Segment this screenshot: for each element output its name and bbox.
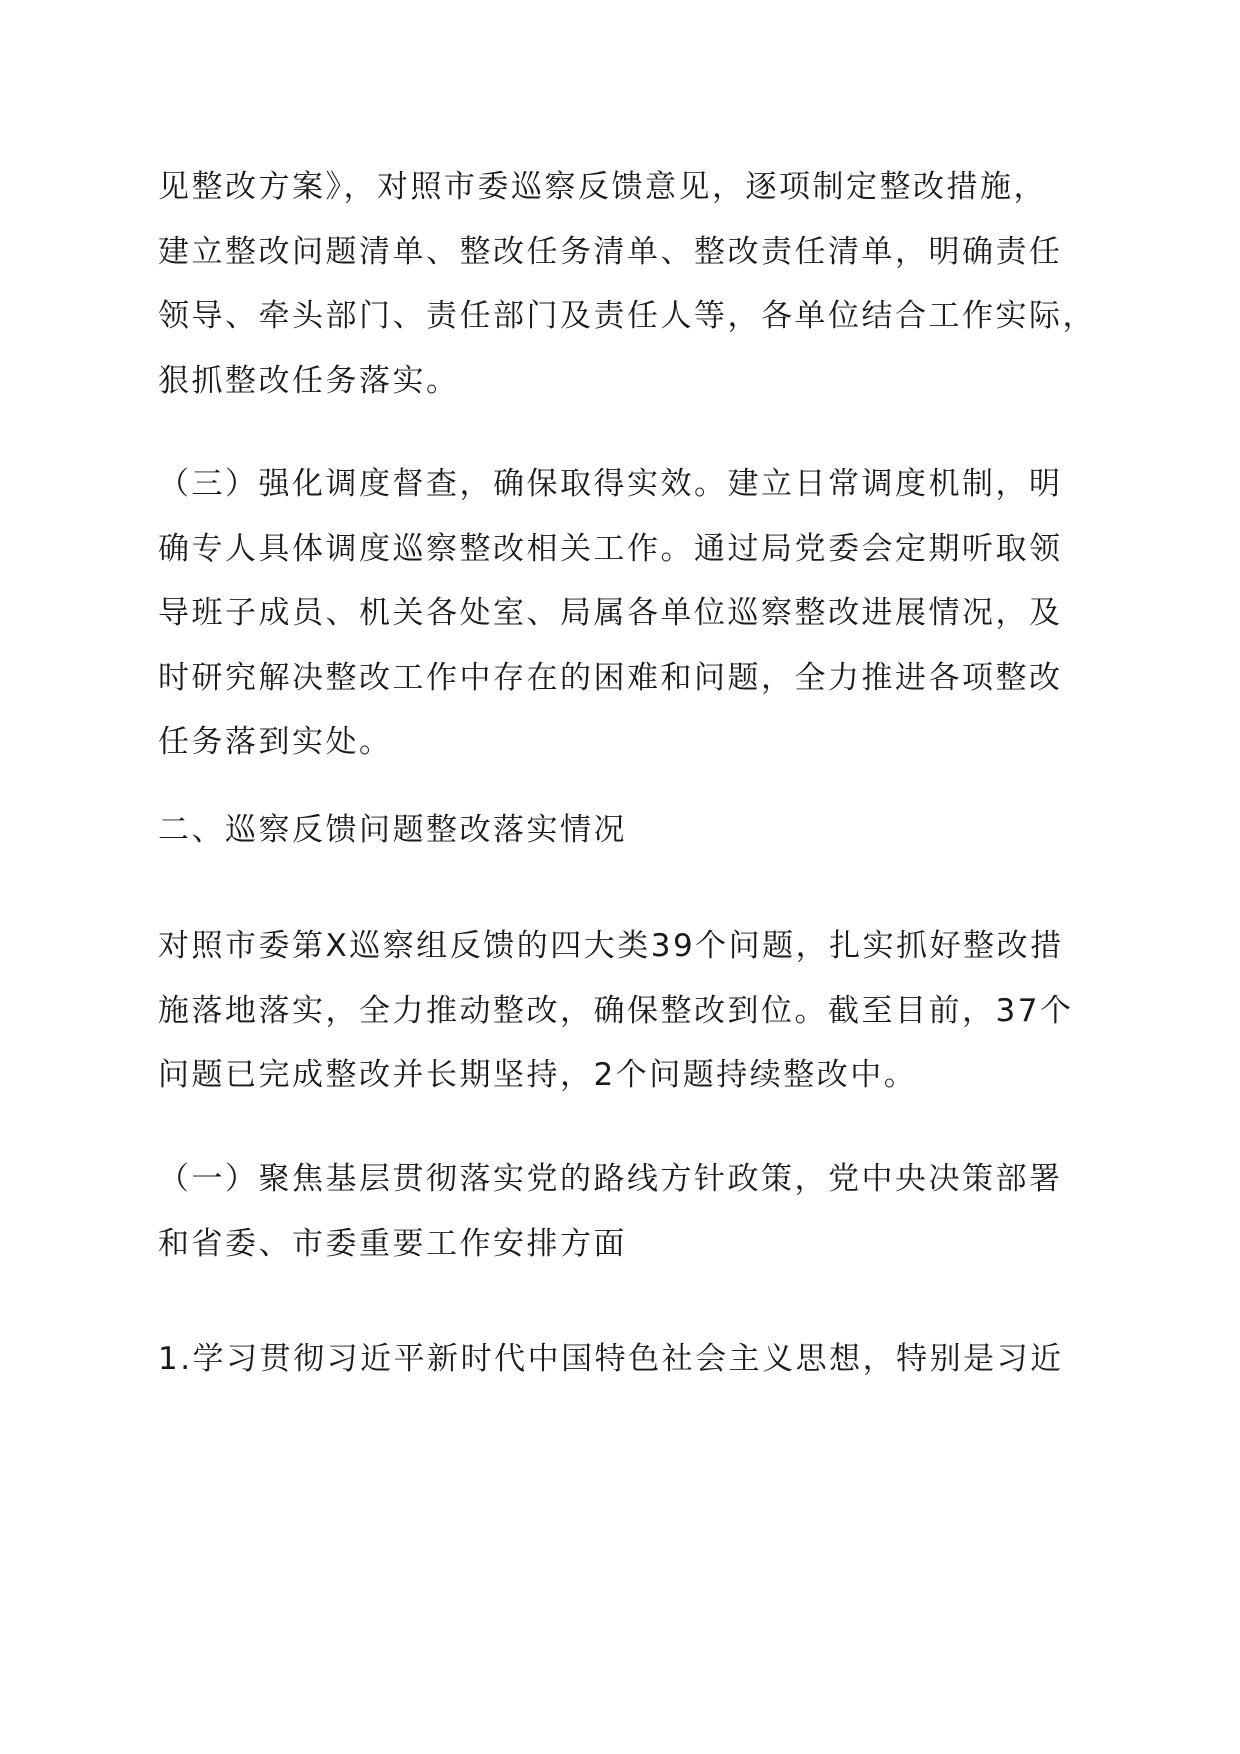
text-line: 1.学习贯彻习近平新时代中国特色社会主义思想，特别是习近	[158, 1341, 1064, 1377]
text-line: （一）聚焦基层贯彻落实党的路线方针政策，党中央决策部署	[158, 1161, 1063, 1197]
text-line: 施落地落实，全力推动整改，确保整改到位。截至目前，37个	[158, 992, 1074, 1029]
paragraph-feedback-summary	[158, 914, 1088, 1108]
text-line: 领导、牵头部门、责任部门及责任人等，各单位结合工作实际，	[158, 298, 1096, 334]
heading-text: 二、巡察反馈问题整改落实情况	[158, 812, 627, 848]
list-item	[158, 1327, 1088, 1392]
text-line: 时研究解决整改工作中存在的困难和问题，全力推进各项整改	[158, 659, 1063, 696]
text-line: 建立整改问题清单、整改任务清单、整改责任清单，明确责任	[158, 233, 1063, 270]
text-line: 确专人具体调度巡察整改相关工作。通过局党委会定期听取领	[158, 530, 1063, 567]
subsection-heading	[158, 1147, 1088, 1276]
text-line: 狠抓整改任务落实。	[158, 362, 460, 399]
text-line: 导班子成员、机关各处室、局属各单位巡察整改进展情况，及	[158, 595, 1063, 631]
paragraph-supervision	[158, 452, 1088, 775]
text-line: （三）强化调度督查，确保取得实效。建立日常调度机制，明	[158, 466, 1063, 502]
text-line: 对照市委第X巡察组反馈的四大类39个问题，扎实抓好整改措	[158, 928, 1064, 964]
text-line: 和省委、市委重要工作安排方面	[158, 1225, 627, 1262]
paragraph-rectification-plan	[158, 155, 1096, 413]
section-heading	[158, 798, 1088, 863]
text-line: 问题已完成整改并长期坚持，2个问题持续整改中。	[158, 1057, 918, 1093]
text-line: 任务落到实处。	[158, 724, 393, 760]
text-line: 见整改方案》，对照市委巡察反馈意见，逐项制定整改措施，	[158, 169, 1047, 205]
